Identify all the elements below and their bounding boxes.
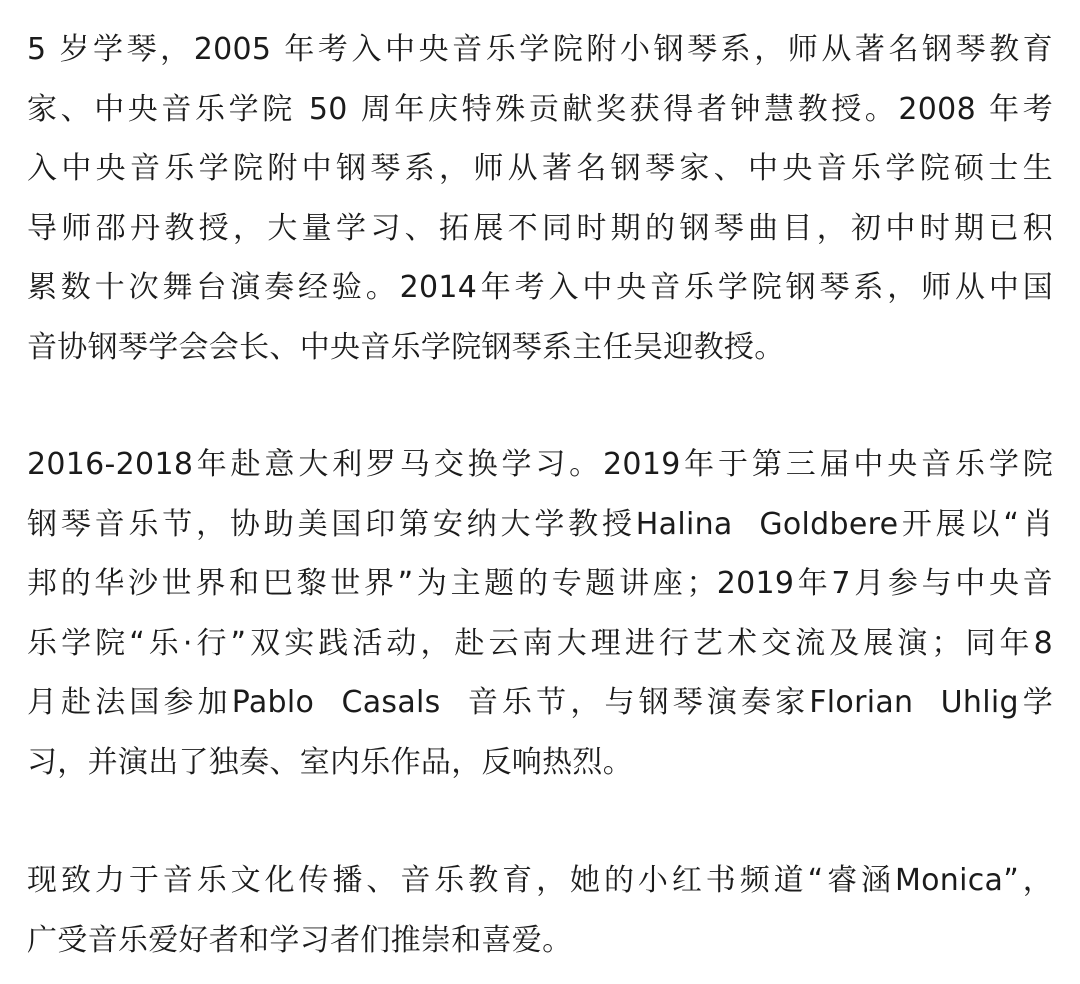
text-line: 入中央音乐学院附中钢琴系，师从著名钢琴家、中央音乐学院硕士生 xyxy=(27,151,1053,186)
paragraph-exchange-and-festivals xyxy=(27,435,1053,792)
text-line: 5 岁学琴，2005 年考入中央音乐学院附小钢琴系，师从著名钢琴教育 xyxy=(27,32,1053,67)
text-line: 家、中央音乐学院 50 周年庆特殊贡献奖获得者钟慧教授。2008 年考 xyxy=(27,91,1053,127)
text-line: 邦的华沙世界和巴黎世界”为主题的专题讲座；2019年7月参与中央音 xyxy=(27,566,1053,601)
text-line: 现致力于音乐文化传播、音乐教育，她的小红书频道“睿涵Monica”， xyxy=(27,863,1053,898)
paragraph-current-work xyxy=(27,851,1053,970)
text-line: 2016-2018年赴意大利罗马交换学习。2019年于第三届中央音乐学院 xyxy=(27,447,1053,482)
text-line: 月赴法国参加Pablo Casals 音乐节，与钢琴演奏家Florian Uhlig学 xyxy=(27,685,1053,720)
paragraph-early-education xyxy=(27,20,1053,377)
text-line: 导师邵丹教授，大量学习、拓展不同时期的钢琴曲目，初中时期已积 xyxy=(27,210,1053,246)
text-line: 乐学院“乐·行”双实践活动，赴云南大理进行艺术交流及展演；同年8 xyxy=(27,625,1053,661)
text-line: 习，并演出了独奏、室内乐作品，反响热烈。 xyxy=(27,744,633,780)
text-line: 钢琴音乐节，协助美国印第安纳大学教授Halina Goldbere开展以“肖 xyxy=(27,506,1053,542)
text-line: 广受音乐爱好者和学习者们推崇和喜爱。 xyxy=(27,922,573,958)
text-line: 累数十次舞台演奏经验。2014年考入中央音乐学院钢琴系，师从中国 xyxy=(27,270,1053,305)
text-line: 音协钢琴学会会长、中央音乐学院钢琴系主任吴迎教授。 xyxy=(27,329,785,365)
